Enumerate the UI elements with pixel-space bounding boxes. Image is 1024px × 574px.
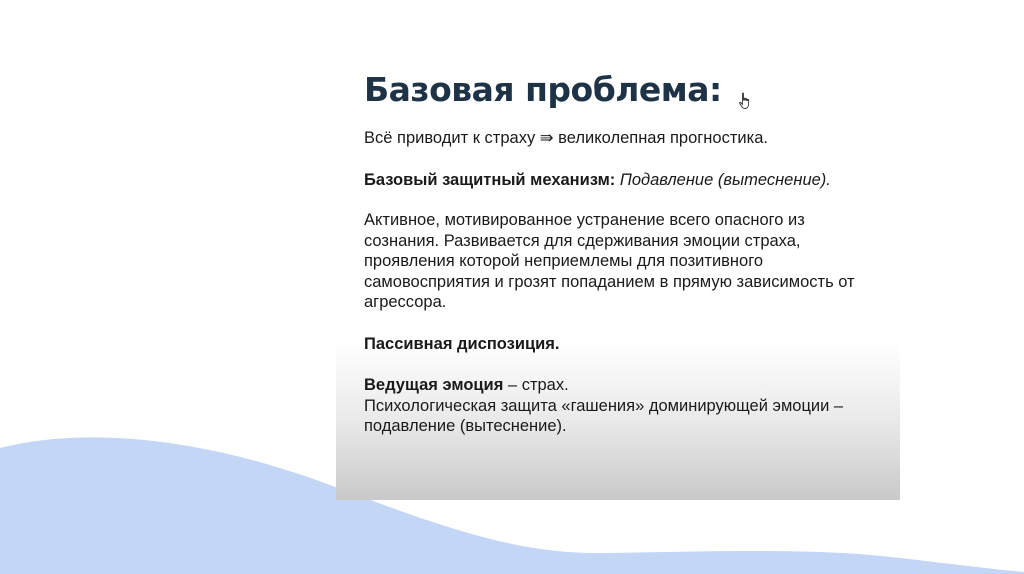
defense-mechanism	[364, 170, 884, 191]
defense-mechanism-label: Базовый защитный механизм:	[364, 170, 616, 189]
leading-emotion	[364, 375, 884, 396]
slide-title: Базовая проблема:	[364, 70, 722, 109]
emotion-description: Психологическая защита «гашения» доминирующей эмоции – подавление (вытеснение).	[364, 396, 844, 435]
defense-mechanism-value: Подавление (вытеснение).	[619, 170, 831, 189]
slide-content	[364, 68, 884, 437]
hand-pointer-icon	[738, 92, 752, 110]
leading-emotion-label: Ведущая эмоция	[364, 376, 504, 394]
disposition-line: Пассивная диспозиция.	[364, 334, 560, 353]
description-paragraph: Активное, мотивированное устранение всего опасного из сознания. Развивается для сдерживания эмоции страха, проявления которой неприемлемы для позитивного самовосприятия и грозят попаданием в прямую зависимость от агрессора.	[364, 211, 855, 311]
leading-emotion-value: – страх.	[503, 376, 569, 394]
summary-line: Всё приводит к страху ⇛ великолепная прогностика.	[364, 129, 768, 147]
